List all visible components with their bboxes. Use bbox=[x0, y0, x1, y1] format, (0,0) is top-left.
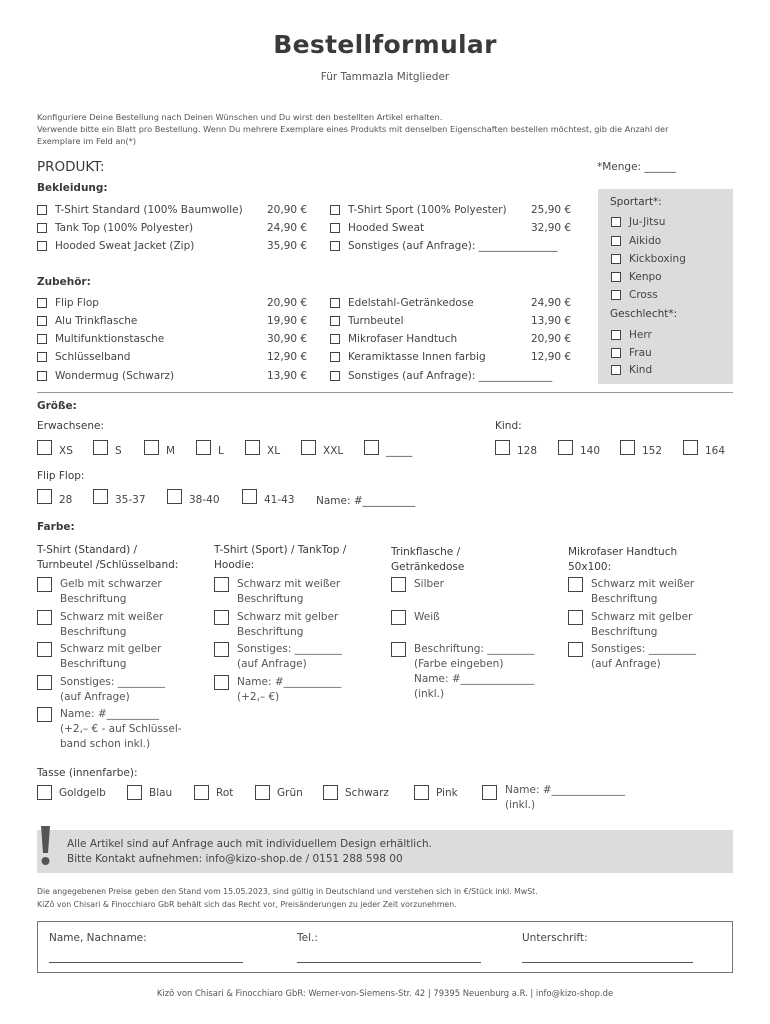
farbe-col1-heading: T-Shirt (Standard) / Turnbeutel /Schlüsselband: bbox=[37, 544, 179, 571]
sportart-heading: Sportart*: bbox=[610, 196, 662, 208]
product-label: Tank Top (100% Polyester) bbox=[55, 222, 194, 234]
flipflop-option-41-43[interactable] bbox=[242, 489, 295, 504]
farbe-option[interactable] bbox=[37, 642, 161, 672]
tel-label: Tel.: bbox=[297, 932, 318, 944]
checkbox-icon[interactable] bbox=[611, 272, 621, 282]
checkbox-icon[interactable] bbox=[37, 642, 52, 657]
checkbox-icon[interactable] bbox=[391, 610, 406, 625]
farbe-option[interactable] bbox=[214, 642, 342, 672]
option-label: Herr bbox=[629, 329, 652, 341]
farbe-option[interactable] bbox=[568, 577, 694, 607]
checkbox-icon[interactable] bbox=[620, 440, 635, 455]
option-label: Weiß bbox=[414, 611, 440, 623]
size-option-xl[interactable] bbox=[245, 440, 280, 455]
page-subtitle: Für Tammazla Mitglieder bbox=[320, 71, 450, 83]
checkbox-icon[interactable] bbox=[611, 254, 621, 264]
tasse-option-rot[interactable] bbox=[194, 785, 233, 800]
legal-line: Die angegebenen Preise geben den Stand vom 15.05.2023, sind gültig in Deutschland und verstehen sich in €/Stück inkl. MwSt. bbox=[37, 887, 538, 896]
product-price: 13,90 € bbox=[531, 315, 572, 327]
tasse-option-goldgelb[interactable] bbox=[37, 785, 106, 800]
product-price: 20,90 € bbox=[531, 333, 572, 345]
checkbox-icon[interactable] bbox=[683, 440, 698, 455]
checkbox-icon[interactable] bbox=[558, 440, 573, 455]
sportart-option-cross[interactable] bbox=[611, 289, 658, 301]
farbe-heading: Farbe: bbox=[37, 521, 75, 533]
sportart-option-kenpo[interactable] bbox=[611, 271, 662, 283]
checkbox-icon[interactable] bbox=[568, 642, 583, 657]
option-label: XS bbox=[59, 445, 73, 457]
size-option-152[interactable] bbox=[620, 440, 662, 455]
farbe-option[interactable] bbox=[37, 675, 165, 705]
checkbox-icon[interactable] bbox=[414, 785, 429, 800]
product-checkbox-tshirt-standard[interactable] bbox=[37, 204, 243, 216]
product-label: Wondermug (Schwarz) bbox=[55, 370, 175, 382]
name-input-line[interactable] bbox=[49, 962, 243, 963]
legal-line: KiZô von Chisari & Finocchiaro GbR behält sich das Recht vor, Preisänderungen zu jeder Zeit vorzunehmen. bbox=[37, 900, 457, 909]
checkbox-icon[interactable] bbox=[194, 785, 209, 800]
tasse-option-pink[interactable] bbox=[414, 785, 458, 800]
product-label: Hooded Sweat Jacket (Zip) bbox=[55, 240, 195, 252]
groesse-heading: Größe: bbox=[37, 400, 77, 412]
option-label: Pink bbox=[436, 787, 458, 799]
product-price: 25,90 € bbox=[531, 204, 572, 216]
page-title: Bestellformular bbox=[273, 30, 497, 59]
checkbox-icon[interactable] bbox=[323, 785, 338, 800]
product-label: T-Shirt Standard (100% Baumwolle) bbox=[55, 204, 243, 216]
checkbox-icon[interactable] bbox=[330, 298, 340, 308]
checkbox-icon[interactable] bbox=[37, 707, 52, 722]
product-checkbox-schluesselband[interactable] bbox=[37, 351, 130, 363]
option-label: Kenpo bbox=[629, 271, 662, 283]
produkt-heading: PRODUKT: bbox=[37, 159, 105, 175]
checkbox-icon[interactable] bbox=[611, 290, 621, 300]
tasse-heading: Tasse (innenfarbe): bbox=[37, 767, 138, 779]
option-label: Aikido bbox=[629, 235, 662, 247]
checkbox-icon[interactable] bbox=[167, 489, 182, 504]
checkbox-icon[interactable] bbox=[364, 440, 379, 455]
size-option-128[interactable] bbox=[495, 440, 537, 455]
farbe-option[interactable] bbox=[37, 707, 182, 752]
product-price: 30,90 € bbox=[267, 333, 308, 345]
product-checkbox-edelstahl-getraenkedose[interactable] bbox=[330, 297, 474, 309]
farbe-option[interactable] bbox=[568, 610, 692, 640]
size-option-140[interactable] bbox=[558, 440, 600, 455]
option-label: L bbox=[218, 445, 224, 457]
option-label: Beschriftung: _________ (Farbe eingeben) Name: #______________ (inkl.) bbox=[414, 643, 535, 700]
option-label: Silber bbox=[414, 578, 444, 590]
tel-input-line[interactable] bbox=[297, 962, 481, 963]
checkbox-icon[interactable] bbox=[37, 298, 47, 308]
option-label: Goldgelb bbox=[59, 787, 106, 799]
product-label: Mikrofaser Handtuch bbox=[348, 333, 458, 345]
product-label: Schlüsselband bbox=[55, 351, 131, 363]
signature-box bbox=[37, 921, 733, 973]
option-label: Schwarz mit weißer Beschriftung bbox=[237, 578, 341, 605]
signature-label: Unterschrift: bbox=[522, 932, 588, 944]
flipflop-heading: Flip Flop: bbox=[37, 470, 85, 482]
checkbox-icon[interactable] bbox=[330, 371, 340, 381]
product-checkbox-mikrofaser-handtuch[interactable] bbox=[330, 333, 457, 345]
checkbox-icon[interactable] bbox=[611, 217, 621, 227]
farbe-option[interactable] bbox=[214, 577, 340, 607]
menge-field[interactable]: *Menge: ______ bbox=[597, 161, 676, 173]
option-label: Schwarz mit gelber Beschriftung bbox=[591, 611, 693, 638]
checkbox-icon[interactable] bbox=[330, 241, 340, 251]
option-label: Grün bbox=[277, 787, 303, 799]
geschlecht-option-herr[interactable] bbox=[611, 329, 652, 341]
tasse-option-gruen[interactable] bbox=[255, 785, 303, 800]
product-checkbox-tank-top[interactable] bbox=[37, 222, 193, 234]
product-checkbox-keramiktasse[interactable] bbox=[330, 351, 486, 363]
farbe-option[interactable] bbox=[214, 610, 338, 640]
checkbox-icon[interactable] bbox=[37, 352, 47, 362]
kind-heading: Kind: bbox=[495, 420, 522, 432]
notice-line: Bitte Kontakt aufnehmen: info@kizo-shop.de / 0151 288 598 00 bbox=[67, 853, 403, 865]
checkbox-icon[interactable] bbox=[144, 440, 159, 455]
product-checkbox-flip-flop[interactable] bbox=[37, 297, 99, 309]
checkbox-icon[interactable] bbox=[611, 236, 621, 246]
product-checkbox-turnbeutel[interactable] bbox=[330, 315, 404, 327]
intro-line: Verwende bitte ein Blatt pro Bestellung. Wenn Du mehrere Exemplare eines Produkts mit denselben Eigenschaften bestellen möchtest, gib die Anzahl der bbox=[37, 124, 669, 134]
option-label: 38-40 bbox=[189, 494, 220, 506]
product-checkbox-hooded-sweat[interactable] bbox=[330, 222, 424, 234]
option-label: Schwarz mit gelber Beschriftung bbox=[60, 643, 162, 670]
size-option-l[interactable] bbox=[196, 440, 224, 455]
option-label: XXL bbox=[323, 445, 344, 457]
checkbox-icon[interactable] bbox=[37, 241, 47, 251]
sportart-option-kickboxing[interactable] bbox=[611, 253, 686, 265]
checkbox-icon[interactable] bbox=[214, 675, 229, 690]
option-label: Kind bbox=[629, 364, 653, 376]
checkbox-icon[interactable] bbox=[37, 371, 47, 381]
option-label: XL bbox=[267, 445, 281, 457]
checkbox-icon[interactable] bbox=[330, 205, 340, 215]
checkbox-icon[interactable] bbox=[37, 675, 52, 690]
exclamation-icon bbox=[38, 825, 54, 871]
option-label: Kickboxing bbox=[629, 253, 686, 265]
option-label: Name: #___________ (+2,– €) bbox=[237, 676, 342, 703]
checkbox-icon[interactable] bbox=[37, 205, 47, 215]
size-option-xs[interactable] bbox=[37, 440, 73, 455]
product-price: 32,90 € bbox=[531, 222, 572, 234]
tasse-option-schwarz[interactable] bbox=[323, 785, 389, 800]
option-label: Ju-Jitsu bbox=[629, 216, 666, 228]
sportart-option-jujitsu[interactable] bbox=[611, 216, 665, 228]
option-label: 164 bbox=[705, 445, 726, 457]
checkbox-icon[interactable] bbox=[330, 223, 340, 233]
option-label: Sonstiges: _________ (auf Anfrage) bbox=[591, 643, 696, 670]
checkbox-icon[interactable] bbox=[391, 642, 406, 657]
name-label: Name, Nachname: bbox=[49, 932, 147, 944]
checkbox-icon[interactable] bbox=[255, 785, 270, 800]
farbe-col3-heading: Trinkflasche / Getränkedose bbox=[391, 546, 465, 573]
option-label: Schwarz mit weißer Beschriftung bbox=[591, 578, 695, 605]
checkbox-icon[interactable] bbox=[482, 785, 497, 800]
checkbox-icon[interactable] bbox=[93, 489, 108, 504]
farbe-col4-heading: Mikrofaser Handtuch 50x100: bbox=[568, 546, 678, 573]
option-label: S bbox=[115, 445, 122, 457]
notice-text bbox=[67, 837, 432, 867]
footer-text: Kizô von Chisari & Finocchiaro GbR: Werner-von-Siemens-Str. 42 | 79395 Neuenburg a.R. | info@kizo-shop.de bbox=[156, 988, 614, 998]
checkbox-icon[interactable] bbox=[611, 348, 621, 358]
product-label: Turnbeutel bbox=[348, 315, 404, 327]
size-option-custom[interactable] bbox=[364, 440, 412, 455]
option-label: Rot bbox=[216, 787, 234, 799]
checkbox-icon[interactable] bbox=[568, 577, 583, 592]
checkbox-icon[interactable] bbox=[37, 316, 47, 326]
product-price: 24,90 € bbox=[267, 222, 308, 234]
option-label: M bbox=[166, 445, 176, 457]
checkbox-icon[interactable] bbox=[495, 440, 510, 455]
bekleidung-heading: Bekleidung: bbox=[37, 182, 108, 194]
option-label: _____ bbox=[386, 445, 413, 457]
product-price: 19,90 € bbox=[267, 315, 308, 327]
size-option-164[interactable] bbox=[683, 440, 725, 455]
checkbox-icon[interactable] bbox=[214, 577, 229, 592]
product-label: T-Shirt Sport (100% Polyester) bbox=[348, 204, 507, 216]
checkbox-icon[interactable] bbox=[127, 785, 142, 800]
option-label: Name: #__________ (+2,– € - auf Schlüssel- band schon inkl.) bbox=[60, 708, 182, 750]
flipflop-option-38-40[interactable] bbox=[167, 489, 220, 504]
checkbox-icon[interactable] bbox=[611, 365, 621, 375]
farbe-option[interactable] bbox=[214, 675, 341, 705]
checkbox-icon[interactable] bbox=[37, 440, 52, 455]
product-checkbox-sonstiges-bekleidung[interactable] bbox=[330, 240, 558, 252]
product-label: Sonstiges (auf Anfrage): _______________ bbox=[348, 240, 558, 252]
farbe-option[interactable] bbox=[37, 610, 163, 640]
tasse-name-note: (inkl.) bbox=[505, 799, 536, 811]
checkbox-icon[interactable] bbox=[37, 223, 47, 233]
checkbox-icon[interactable] bbox=[214, 610, 229, 625]
section-divider bbox=[37, 392, 733, 393]
option-label: 140 bbox=[580, 445, 601, 457]
product-price: 20,90 € bbox=[267, 297, 308, 309]
flipflop-name-field[interactable]: Name: #__________ bbox=[316, 495, 416, 507]
checkbox-icon[interactable] bbox=[330, 352, 340, 362]
product-price: 12,90 € bbox=[531, 351, 572, 363]
option-label: Blau bbox=[149, 787, 173, 799]
option-label: 152 bbox=[642, 445, 663, 457]
option-label: 35-37 bbox=[115, 494, 146, 506]
product-label: Alu Trinkflasche bbox=[55, 315, 138, 327]
checkbox-icon[interactable] bbox=[196, 440, 211, 455]
product-checkbox-wondermug[interactable] bbox=[37, 370, 174, 382]
flipflop-option-35-37[interactable] bbox=[93, 489, 146, 504]
product-price: 13,90 € bbox=[267, 370, 308, 382]
checkbox-icon[interactable] bbox=[37, 610, 52, 625]
option-label bbox=[505, 783, 625, 813]
farbe-option[interactable] bbox=[391, 642, 535, 702]
checkbox-icon[interactable] bbox=[93, 440, 108, 455]
option-label: Gelb mit schwarzer Beschriftung bbox=[60, 578, 162, 605]
notice-line: Alle Artikel sind auf Anfrage auch mit individuellem Design erhältlich. bbox=[67, 838, 432, 850]
flipflop-option-28[interactable] bbox=[37, 489, 72, 504]
option-label: Sonstiges: _________ (auf Anfrage) bbox=[60, 676, 165, 703]
farbe-option[interactable] bbox=[568, 642, 696, 672]
farbe-option[interactable] bbox=[37, 577, 162, 607]
geschlecht-option-kind[interactable] bbox=[611, 364, 652, 376]
tasse-option-blau[interactable] bbox=[127, 785, 172, 800]
checkbox-icon[interactable] bbox=[568, 610, 583, 625]
geschlecht-heading: Geschlecht*: bbox=[610, 308, 678, 320]
farbe-col2-heading: T-Shirt (Sport) / TankTop / Hoodie: bbox=[214, 544, 347, 571]
product-label: Hooded Sweat bbox=[348, 222, 425, 234]
size-option-s[interactable] bbox=[93, 440, 122, 455]
checkbox-icon[interactable] bbox=[611, 330, 621, 340]
signature-input-line[interactable] bbox=[522, 962, 693, 963]
tasse-name-option[interactable] bbox=[482, 783, 625, 813]
option-label: Schwarz mit gelber Beschriftung bbox=[237, 611, 339, 638]
product-checkbox-hooded-sweat-jacket[interactable] bbox=[37, 240, 194, 252]
intro-text bbox=[37, 111, 737, 147]
checkbox-icon[interactable] bbox=[330, 316, 340, 326]
checkbox-icon[interactable] bbox=[214, 642, 229, 657]
product-label: Multifunktionstasche bbox=[55, 333, 165, 345]
checkbox-icon[interactable] bbox=[37, 577, 52, 592]
product-price: 35,90 € bbox=[267, 240, 308, 252]
checkbox-icon[interactable] bbox=[242, 489, 257, 504]
option-label: 41-43 bbox=[264, 494, 295, 506]
size-option-m[interactable] bbox=[144, 440, 175, 455]
product-price: 12,90 € bbox=[267, 351, 308, 363]
geschlecht-option-frau[interactable] bbox=[611, 347, 652, 359]
product-price: 20,90 € bbox=[267, 204, 308, 216]
option-label: Schwarz bbox=[345, 787, 389, 799]
product-checkbox-alu-trinkflasche[interactable] bbox=[37, 315, 137, 327]
product-checkbox-sonstiges-zubehoer[interactable] bbox=[330, 370, 552, 382]
checkbox-icon[interactable] bbox=[330, 334, 340, 344]
farbe-option[interactable] bbox=[391, 577, 444, 592]
product-checkbox-tshirt-sport[interactable] bbox=[330, 204, 507, 216]
legal-text bbox=[37, 885, 538, 911]
product-label: Flip Flop bbox=[55, 297, 99, 309]
sportart-option-aikido[interactable] bbox=[611, 235, 661, 247]
option-label: 128 bbox=[517, 445, 538, 457]
checkbox-icon[interactable] bbox=[245, 440, 260, 455]
product-label: Sonstiges (auf Anfrage): ______________ bbox=[348, 370, 553, 382]
option-label: 28 bbox=[59, 494, 73, 506]
product-price: 24,90 € bbox=[531, 297, 572, 309]
erwachsene-heading: Erwachsene: bbox=[37, 420, 104, 432]
farbe-option[interactable] bbox=[391, 610, 440, 625]
checkbox-icon[interactable] bbox=[37, 785, 52, 800]
size-option-xxl[interactable] bbox=[301, 440, 343, 455]
intro-line: Konfiguriere Deine Bestellung nach Deinen Wünschen und Du wirst den bestellten Artikel erhalten. bbox=[37, 112, 443, 122]
zubehoer-heading: Zubehör: bbox=[37, 276, 91, 288]
checkbox-icon[interactable] bbox=[37, 489, 52, 504]
checkbox-icon[interactable] bbox=[301, 440, 316, 455]
option-label: Frau bbox=[629, 347, 652, 359]
option-label: Schwarz mit weißer Beschriftung bbox=[60, 611, 164, 638]
product-label: Keramiktasse Innen farbig bbox=[348, 351, 486, 363]
product-checkbox-multifunktionstasche[interactable] bbox=[37, 333, 164, 345]
option-label: Cross bbox=[629, 289, 658, 301]
checkbox-icon[interactable] bbox=[37, 334, 47, 344]
product-label: Edelstahl-Getränkedose bbox=[348, 297, 474, 309]
intro-line: Exemplare im Feld an(*) bbox=[37, 136, 137, 146]
tasse-name-field[interactable]: Name: #______________ bbox=[505, 784, 626, 796]
checkbox-icon[interactable] bbox=[391, 577, 406, 592]
option-label: Sonstiges: _________ (auf Anfrage) bbox=[237, 643, 342, 670]
